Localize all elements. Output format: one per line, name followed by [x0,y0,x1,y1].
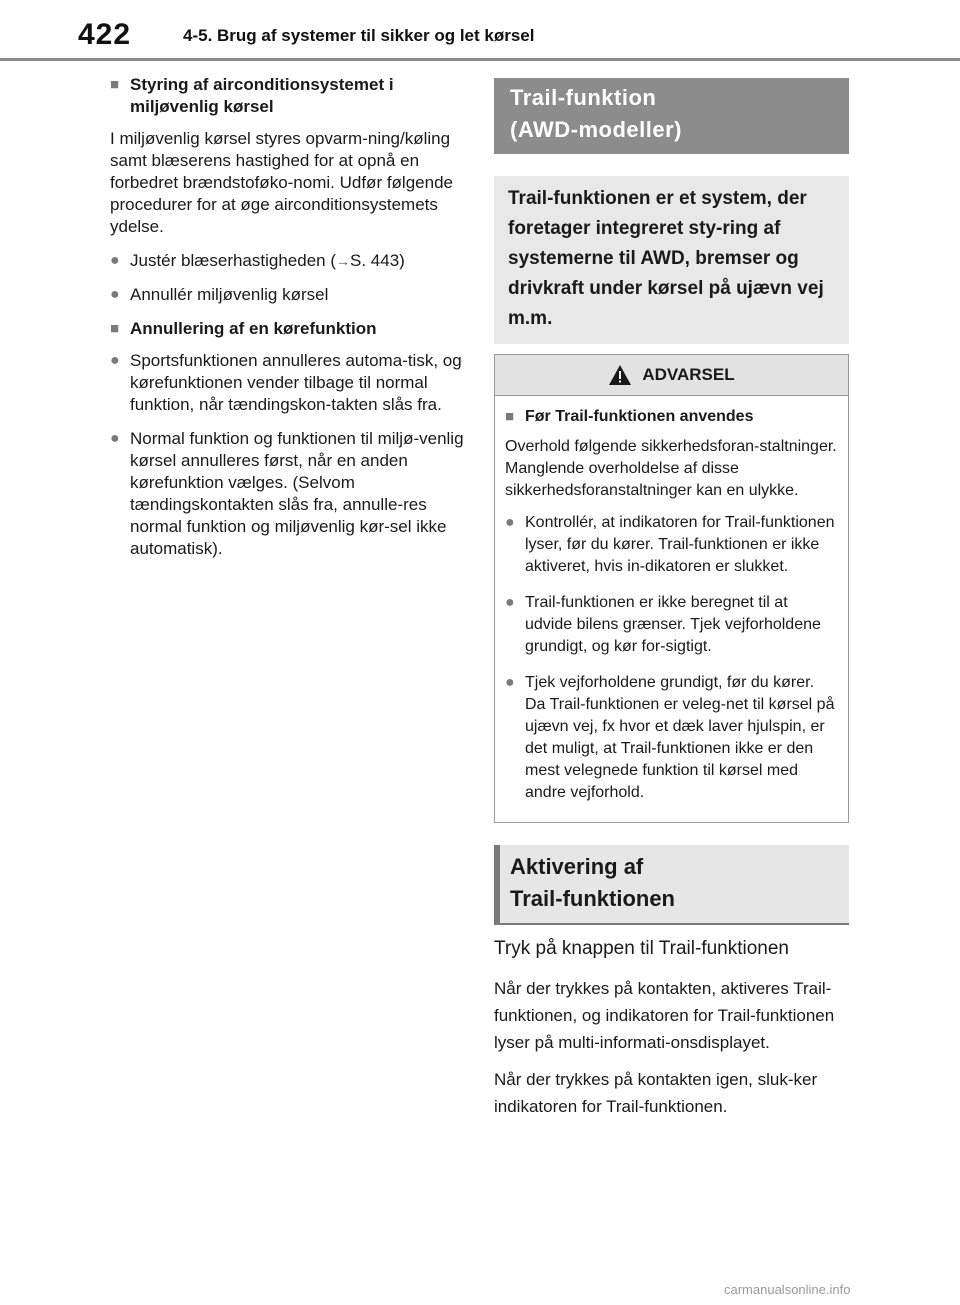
watermark: carmanualsonline.info [724,1282,851,1297]
warning-bullet [505,672,838,804]
warning-bullet-text: Trail-funktionen er ikke beregnet til at udvide bilens grænser. Tjek vejforholdene grundigt, og kør for-sigtigt. [525,594,821,655]
left-column [110,74,468,572]
reference-arrow-icon: → [336,253,351,269]
warning-bullet [505,592,838,658]
warning-bullet-text: Tjek vejforholdene grundigt, før du kører. Da Trail-funktionen er veleg-net til kørsel på ujævn vej, fx hvor et dæk laver hjulspin, er det muligt, at Trail-funktionen ikke er den mest velegnede funktion til kørsel med andre vejforhold. [525,674,835,801]
section-title-line1: Trail-funktion [510,85,657,110]
warning-header [495,355,848,396]
subheading-cancel-mode-text: Annullering af en kørefunktion [130,319,377,338]
page-header [0,0,960,62]
bullet-item [110,350,468,416]
section-title-activation [494,845,849,925]
aircon-paragraph: I miljøvenlig kørsel styres opvarm-ning/køling samt blæserens hastighed for at opnå en forbedret brændstoføko-nomi. Udfør følgende procedurer for at øge airconditionsystemets ydelse. [110,129,453,236]
bullet-item [110,250,468,272]
square-bullet-icon: ■ [505,408,515,425]
section-title-line2: (AWD-modeller) [510,117,682,142]
page-number: 422 [78,18,132,51]
circle-bullet-icon: ● [505,674,515,691]
circle-bullet-icon: ● [505,514,515,531]
header-rule [0,58,960,61]
subheading-cancel-mode [110,318,468,340]
step-instruction: Tryk på knappen til Trail-funktionen [494,938,790,959]
bullet-text: Annullér miljøvenlig kørsel [130,285,329,304]
section-title-trail [494,78,849,154]
bullet-text-pre: Justér blæserhastigheden ( [130,251,337,270]
bullet-item [110,428,468,560]
section2-title-line1: Aktivering af [510,854,644,879]
square-bullet-icon: ■ [110,76,120,93]
warning-triangle-icon [608,364,632,386]
warning-bullet [505,512,838,578]
circle-bullet-icon: ● [505,594,515,611]
warning-body [495,396,848,822]
warning-subheading-text: Før Trail-funktionen anvendes [525,408,754,425]
activation-paragraph-1: Når der trykkes på kontakten, aktiveres Trail-funktionen, og indikatoren for Trail-funktionen lyser på multi-informati-onsdisplayet. [494,979,835,1052]
activation-paragraph-2: Når der trykkes på kontakten igen, sluk-ker indikatoren for Trail-funktionen. [494,1070,818,1116]
bullet-text: Sportsfunktionen annulleres automa-tisk, og kørefunktionen vender tilbage til normal funktion, når tændingskon-takten slås fra. [130,351,462,414]
subheading-aircon [110,74,468,118]
warning-bullet-text: Kontrollér, at indikatoren for Trail-funktionen lyser, før du kører. Trail-funktionen er ikke aktiveret, hvis in-dikatoren er slukket. [525,514,835,575]
subheading-aircon-text: Styring af airconditionsystemet i miljøvenlig kørsel [130,75,394,116]
circle-bullet-icon: ● [110,430,120,447]
circle-bullet-icon: ● [110,352,120,369]
section2-title-line2: Trail-funktionen [510,886,675,911]
circle-bullet-icon: ● [110,286,120,303]
bullet-text: Normal funktion og funktionen til miljø-venlig kørsel annulleres først, når en anden kørefunktion vælges. (Selvom tændingskontakten slås fra, annulle-res normal funktion og miljøvenlig kør-sel ikke automatisk). [130,429,464,558]
warning-label: ADVARSEL [642,365,735,384]
intro-box: Trail-funktionen er et system, der foretager integreret sty-ring af systemerne til AWD, bremser og drivkraft under kørsel på ujævn vej m.m. [494,176,849,344]
bullet-text [130,250,405,272]
chapter-title: 4-5. Brug af systemer til sikker og let kørsel [183,26,535,45]
warning-box [494,354,849,823]
right-column [494,78,849,1130]
page-reference-link[interactable]: S. 443) [350,251,405,270]
warning-paragraph: Overhold følgende sikkerhedsforan-staltninger. Manglende overholdelse af disse sikkerhedsforanstaltninger kan en ulykke. [505,438,837,499]
circle-bullet-icon: ● [110,252,120,269]
bullet-item [110,284,468,306]
warning-subheading [505,406,838,428]
square-bullet-icon: ■ [110,320,120,337]
